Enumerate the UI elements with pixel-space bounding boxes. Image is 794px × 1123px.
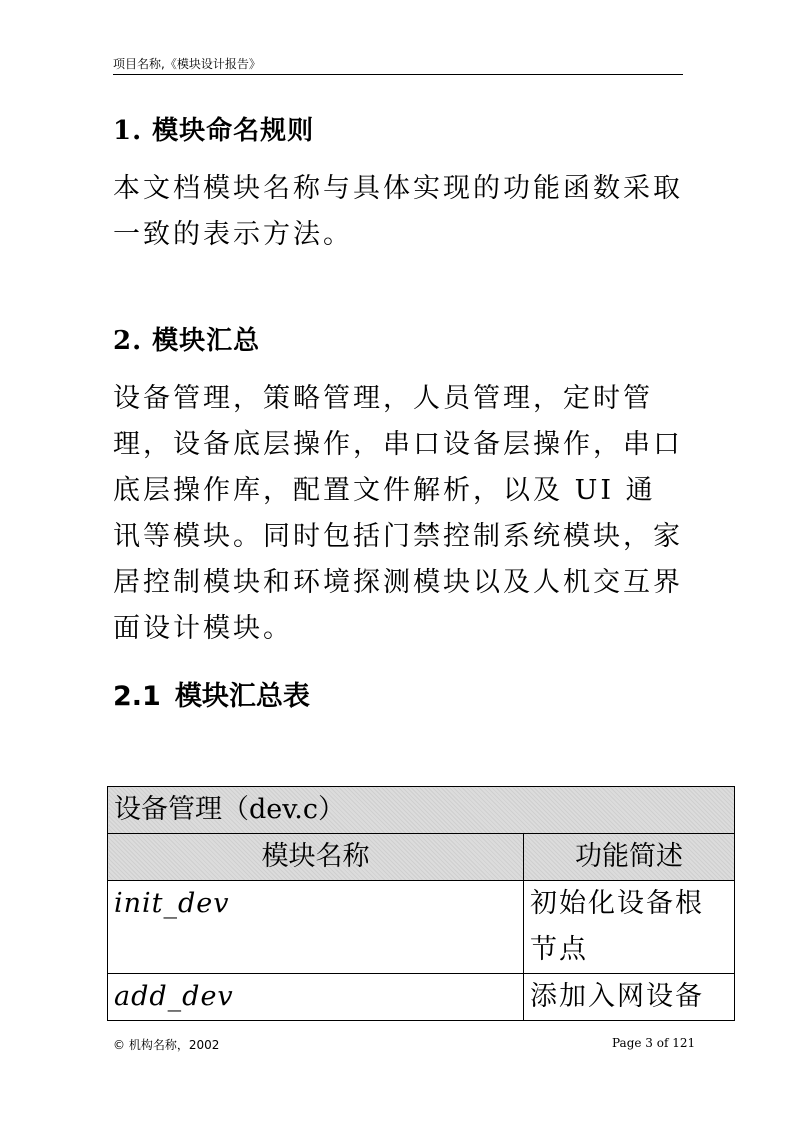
module-summary-table bbox=[107, 786, 735, 1021]
footer-copyright: © 机构名称，2002 bbox=[113, 1038, 220, 1052]
header-divider bbox=[113, 74, 683, 75]
subsection-heading bbox=[113, 680, 310, 714]
table-row bbox=[108, 881, 735, 974]
column-header-name: 模块名称 bbox=[108, 834, 524, 881]
module-name-cell: add_dev bbox=[108, 974, 524, 1021]
section-2-heading bbox=[113, 325, 260, 357]
table-header-row bbox=[108, 834, 735, 881]
module-desc-cell: 添加入网设备 bbox=[524, 974, 735, 1021]
section-1-title: 模块命名规则 bbox=[152, 116, 315, 146]
section-2-body: 设备管理，策略管理，人员管理，定时管理，设备底层操作，串口设备层操作，串口底层操作库，配置文件解析，以及 UI 通讯等模块。同时包括门禁控制系统模块，家居控制模块和环境探测模块以及人机交互界面设计模块。 bbox=[113, 383, 683, 644]
section-2-number: 2. bbox=[113, 326, 143, 356]
module-desc-cell: 初始化设备根节点 bbox=[524, 881, 735, 974]
section-1-number: 1. bbox=[113, 116, 143, 146]
footer-page-number: Page 3 of 121 bbox=[612, 1036, 696, 1050]
section-1-body: 本文档模块名称与具体实现的功能函数采取一致的表示方法。 bbox=[113, 173, 683, 250]
page-header: 项目名称,《模块设计报告》 bbox=[113, 57, 261, 71]
subsection-number: 2.1 bbox=[113, 681, 161, 712]
section-1-heading bbox=[113, 115, 314, 147]
module-name-cell: init_dev bbox=[108, 881, 524, 974]
table-title: 设备管理（dev.c） bbox=[108, 787, 735, 834]
table-row bbox=[108, 974, 735, 1021]
table-title-row bbox=[108, 787, 735, 834]
section-2-title: 模块汇总 bbox=[152, 326, 261, 356]
column-header-desc: 功能简述 bbox=[524, 834, 735, 881]
subsection-title: 模块汇总表 bbox=[174, 681, 310, 712]
